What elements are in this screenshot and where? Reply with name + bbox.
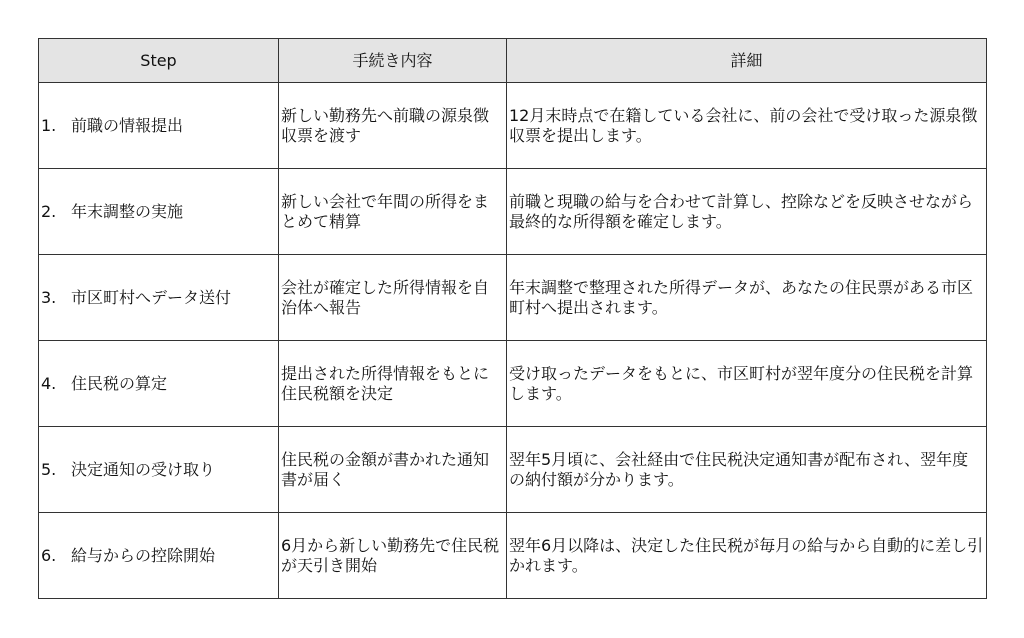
step-cell <box>39 255 279 341</box>
detail-cell: 翌年6月以降は、決定した住民税が毎月の給与から自動的に差し引かれます。 <box>507 513 987 599</box>
step-cell <box>39 83 279 169</box>
header-row <box>39 39 987 83</box>
step-cell <box>39 513 279 599</box>
content-cell: 会社が確定した所得情報を自治体へ報告 <box>279 255 507 341</box>
content-cell: 6月から新しい勤務先で住民税が天引き開始 <box>279 513 507 599</box>
table-row <box>39 427 987 513</box>
detail-cell: 受け取ったデータをもとに、市区町村が翌年度分の住民税を計算します。 <box>507 341 987 427</box>
content-cell: 新しい勤務先へ前職の源泉徴収票を渡す <box>279 83 507 169</box>
detail-cell: 年末調整で整理された所得データが、あなたの住民票がある市区町村へ提出されます。 <box>507 255 987 341</box>
step-title: 市区町村へデータ送付 <box>71 287 232 307</box>
content-cell: 住民税の金額が書かれた通知書が届く <box>279 427 507 513</box>
step-number: 6. <box>41 545 57 565</box>
step-number: 3. <box>41 287 57 307</box>
table-row <box>39 83 987 169</box>
table-row <box>39 169 987 255</box>
header-content: 手続き内容 <box>279 39 507 83</box>
table-row <box>39 255 987 341</box>
content-cell: 新しい会社で年間の所得をまとめて精算 <box>279 169 507 255</box>
header-step: Step <box>39 39 279 83</box>
table-row <box>39 341 987 427</box>
header-detail: 詳細 <box>507 39 987 83</box>
step-cell <box>39 169 279 255</box>
step-number: 2. <box>41 201 57 221</box>
steps-table <box>38 38 987 599</box>
detail-cell: 12月末時点で在籍している会社に、前の会社で受け取った源泉徴収票を提出します。 <box>507 83 987 169</box>
step-cell <box>39 427 279 513</box>
step-cell <box>39 341 279 427</box>
step-title: 給与からの控除開始 <box>71 545 216 565</box>
detail-cell: 翌年5月頃に、会社経由で住民税決定通知書が配布され、翌年度の納付額が分かります。 <box>507 427 987 513</box>
step-title: 前職の情報提出 <box>71 115 184 135</box>
step-number: 1. <box>41 115 57 135</box>
step-title: 住民税の算定 <box>71 373 168 393</box>
step-title: 年末調整の実施 <box>71 201 184 221</box>
table-row <box>39 513 987 599</box>
detail-cell: 前職と現職の給与を合わせて計算し、控除などを反映させながら最終的な所得額を確定します。 <box>507 169 987 255</box>
step-number: 4. <box>41 373 57 393</box>
step-number: 5. <box>41 459 57 479</box>
content-cell: 提出された所得情報をもとに住民税額を決定 <box>279 341 507 427</box>
step-title: 決定通知の受け取り <box>71 459 216 479</box>
